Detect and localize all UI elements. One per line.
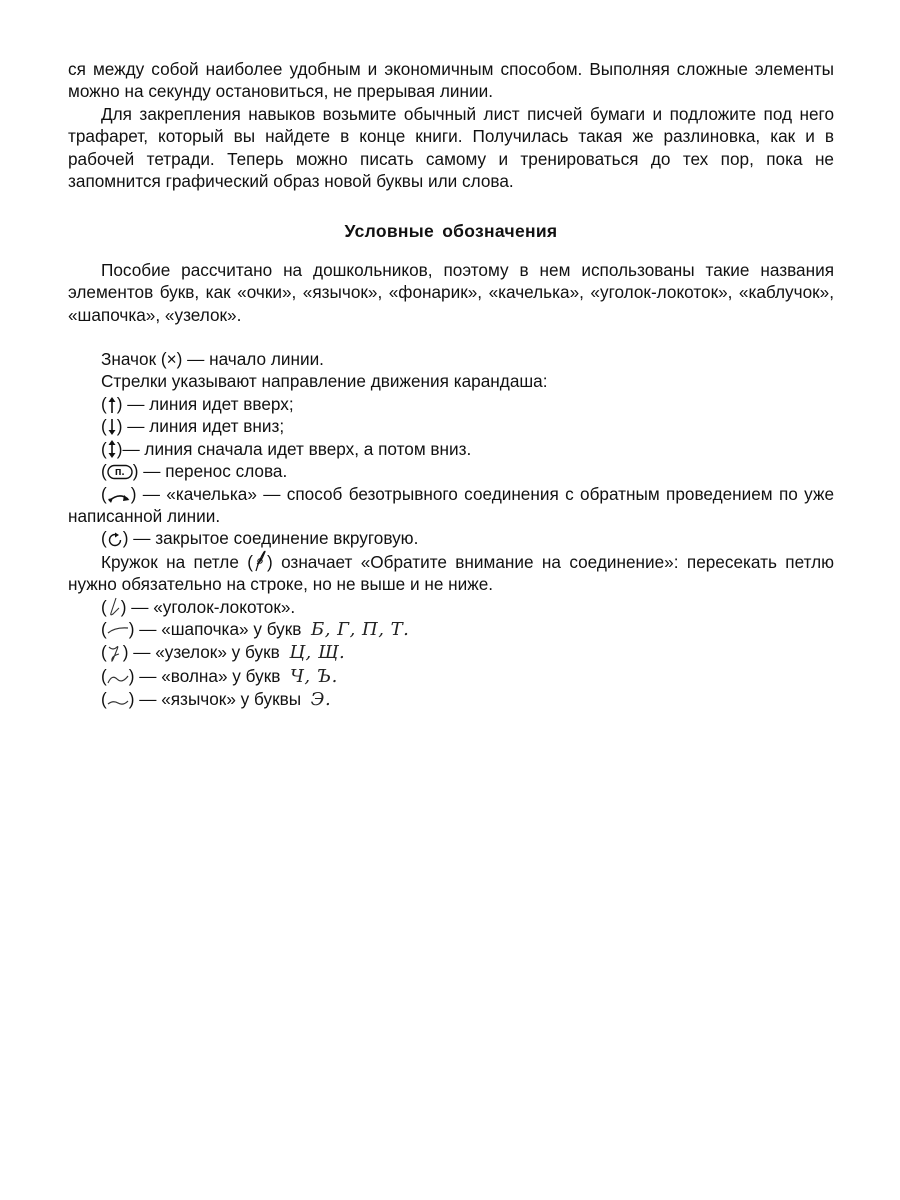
section-title: Условные обозначения: [344, 221, 558, 242]
legend-hyphen: ( п. ) — перенос слова.: [101, 461, 288, 482]
wave-letters: Ч, Ъ.: [289, 665, 338, 687]
tongue-letters: Э.: [310, 689, 332, 711]
elbow-stroke-icon: [107, 597, 121, 617]
legend-loop: Кружок на петле ( ) означает «Обратите внимание на соединение»: пересекать петлю нужно обязательно на строке, но не выше и не ниже.: [68, 551, 834, 595]
tongue-stroke-icon: [107, 695, 129, 709]
circular-arrow-icon: [107, 532, 123, 548]
knot-stroke-icon: [107, 644, 123, 662]
intro-paragraph-2: Для закрепления навыков возьмите обычный лист писчей бумаги и подложите под него трафарет, который вы найдете в конце книги. Получилась такая же разлиновка, как и в рабочей тетради. Теперь можно писать самому и тренироваться до тех пор, пока не запомнится графический образ новой буквы или слова.: [68, 103, 834, 192]
intro-paragraph-1: ся между собой наиболее удобным и экономичным способом. Выполняя сложные элементы можно на секунду остановиться, не прерывая линии.: [68, 59, 834, 102]
legend-circle: ( ) — закрытое соединение вкруговую.: [101, 528, 419, 549]
loop-circle-icon: [253, 550, 267, 572]
legend-arrows-intro: Стрелки указывают направление движения карандаша:: [101, 371, 548, 392]
legend-down: ( ) — линия идет вниз;: [101, 416, 285, 437]
legend-cap: ( ) — «шапочка» у букв Б, Г, П, Т.: [101, 618, 410, 640]
hyphen-badge-icon: п.: [107, 464, 133, 480]
legend-elbow: ( ) — «уголок-локоток».: [101, 596, 296, 617]
section-paragraph: Пособие рассчитано на дошкольников, поэтому в нем использованы такие названия элементов букв, как «очки», «язычок», «фонарик», «качелька», «уголок-локоток», «каблучок», «шапочка», «узелок».: [68, 259, 834, 325]
swing-arrow-icon: [107, 490, 131, 504]
arrow-down-icon: [107, 418, 117, 436]
legend-swing: ( ) — «качелька» — способ безотрывного соединения с обратным проведением по уже написанной линии.: [68, 483, 834, 526]
legend-up: ( ) — линия идет вверх;: [101, 393, 294, 414]
document-page: [68, 58, 834, 712]
legend-start: Значок (×) — начало линии.: [101, 349, 324, 370]
arrow-up-icon: [107, 396, 117, 414]
spacer: [68, 326, 834, 348]
legend-updown: ( )— линия сначала идет вверх, а потом вниз.: [101, 438, 472, 459]
legend-wave: ( ) — «волна» у букв Ч, Ъ.: [101, 665, 338, 687]
cap-stroke-icon: [107, 625, 129, 639]
legend-knot: ( ) — «узелок» у букв Ц, Щ.: [101, 642, 346, 664]
knot-letters: Ц, Щ.: [289, 642, 346, 664]
wave-stroke-icon: [107, 672, 129, 686]
cross-mark: ×: [166, 349, 177, 370]
cap-letters: Б, Г, П, Т.: [310, 618, 410, 640]
legend-tongue: ( ) — «язычок» у буквы Э.: [101, 689, 332, 711]
arrow-up-down-icon: [107, 439, 117, 459]
